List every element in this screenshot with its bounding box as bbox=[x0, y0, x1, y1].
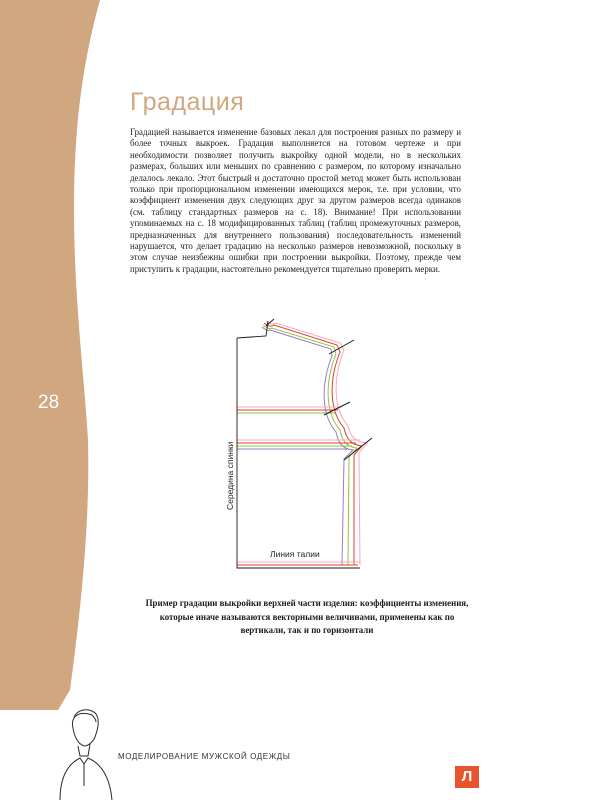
footer-book-title: МОДЕЛИРОВАНИЕ МУЖСКОЙ ОДЕЖДЫ bbox=[118, 752, 291, 761]
sidebar-band bbox=[0, 0, 100, 710]
figure-caption: Пример градации выкройки верхней части изделия: коэффициенты изменения, которые иначе называются векторными величинами, применены как по вертикали, так и по горизонтали bbox=[145, 598, 469, 635]
man-illustration bbox=[50, 706, 120, 800]
grading-diagram bbox=[220, 310, 400, 580]
publisher-logo: Л bbox=[455, 766, 479, 788]
label-waist-line: Линия талии bbox=[270, 549, 320, 559]
label-center-back: Середина спинки bbox=[225, 441, 235, 510]
page-number: 28 bbox=[38, 392, 60, 413]
body-paragraph: Градацией называется изменение базовых лекал для построения разных по размеру и более точных выкроек. Градация выполняется на готовом чертеже и при необходимости позволяет получить выкройку одной модели, но в нескольких размерах, больших или меньших по сравнению с размером, по которому изначально делалось лекало. Этот быстрый и достаточно простой метод может быть использован только при пропорциональном изменении имеющихся мерок, т.е. при условии, что коэффициент изменения двух следующих друг за другом размеров всегда одинаков (см. таблицу стандартных размеров на с. 18). Внимание! При использовании упоминаемых на с. 18 модифицированных таблиц (таблиц промежуточных размеров, предназначенных для внутреннего пользования) последовательность изменений нарушается, что делает градацию на несколько размеров невозможной, поскольку в этом случае неизбежны ошибки при построении выкройки. Поэтому, прежде чем приступить к градации, настоятельно рекомендуется тщательно проверить мерки. bbox=[130, 127, 461, 274]
page-title: Градация bbox=[130, 88, 245, 116]
